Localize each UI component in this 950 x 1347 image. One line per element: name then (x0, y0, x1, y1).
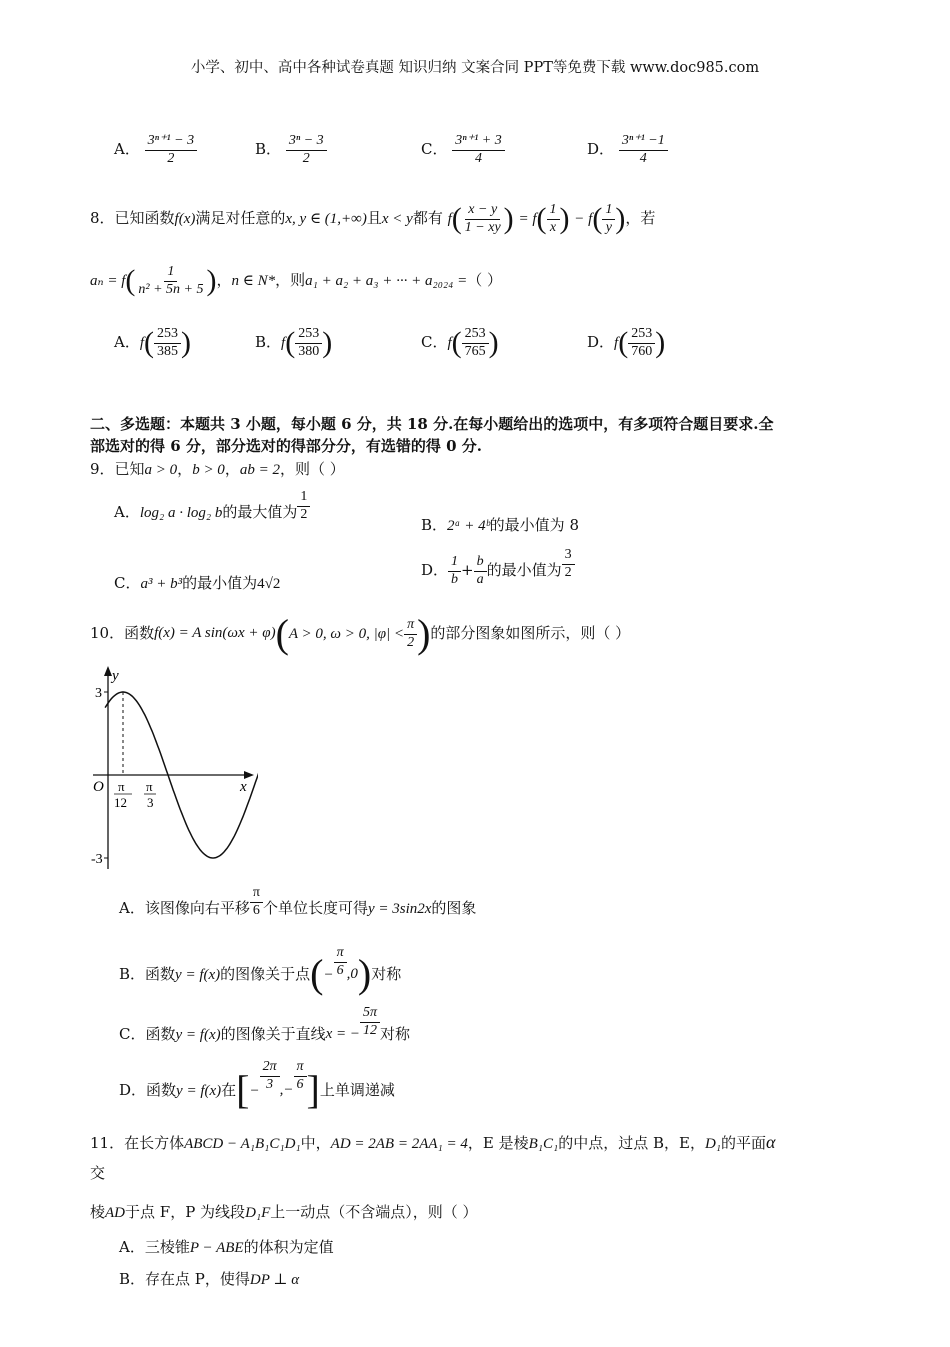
q8-stem-line2: aₙ = f( $\frac{1}{\text{n² + 5n + 5}}$ )，n ∈ N*，则a₁ + a₂ + a₃ + ··· + a₂₀₂₄ =（ ） (90, 263, 503, 297)
section2-heading-line1: 二、多选题：本题共 3 小题，每小题 6 分，共 18 分.在每小题给出的选项中，有多项符合题目要求.全 (90, 415, 774, 433)
section2-heading-line2: 部选对的得 6 分，部分选对的得部分分，有选错的得 0 分. (90, 437, 482, 455)
q8-option-d: D．f( $\frac{253}{760}$ ) (587, 325, 666, 359)
q7-option-a: A． $\frac{\text{3ⁿ⁺¹ − 3}}{2}$ (114, 134, 197, 166)
q7-c-fraction: $\frac{\text{3ⁿ⁺¹ + 3}}{4}$ (452, 134, 504, 166)
q9-option-a: A．log₂ a · log₂ b的最大值为 $\frac{1}{2}$ (114, 490, 310, 535)
q10-option-d: D．函数y = f(x)在[− $\frac{2\pi}{3}$ ,− $\frac{\pi}{6}$ ]上单调递减 (119, 1059, 395, 1112)
q10-option-c: C．函数y = f(x)的图像关于直线x = − $\frac{5\pi}{12}$ 对称 (119, 1005, 411, 1043)
page-header: 小学、初中、高中各种试卷真题 知识归纳 文案合同 PPT等免费下载 www.doc985.com (190, 60, 760, 76)
q10-option-a: A．该图像向右平移 $\frac{\pi}{6}$ 个单位长度可得y = 3sin2x的图象 (119, 885, 477, 918)
q11-stem-line1: 11．在长方体ABCD − A₁B₁C₁D₁中，AD = 2AB = 2AA₁ = 4，E 是棱B₁C₁的中点，过点 B，E，D₁的平面α (90, 1132, 776, 1152)
q10-stem: 10．函数f(x) = A sin(ωx + φ)(A > 0, ω > 0, |φ| < $\frac{\pi}{2}$ )的部分图象如图所示，则（ ） (90, 611, 631, 656)
q8-option-a: A．f( $\frac{253}{385}$ ) (114, 325, 192, 359)
q7-a-fraction: $\frac{\text{3ⁿ⁺¹ − 3}}{2}$ (145, 134, 197, 166)
q9-stem: 9．已知a > 0，b > 0，ab = 2，则（ ） (90, 460, 345, 478)
q10-option-b: B．函数y = f(x)的图像关于点(− $\frac{\pi}{6}$ ,0)对称 (119, 945, 402, 996)
y-max-label: 3 (95, 686, 102, 701)
y-axis-arrow (104, 666, 112, 676)
origin-label: O (93, 779, 104, 795)
q9-option-c: C．a³ + b³的最小值为4√2 (114, 574, 281, 592)
q7-option-c: C． $\frac{\text{3ⁿ⁺¹ + 3}}{4}$ (421, 134, 505, 166)
q9-option-b: B．2ᵃ + 4ᵇ的最小值为 8 (421, 516, 579, 534)
tick1-num: π (118, 779, 125, 794)
tick2-den: 3 (147, 795, 154, 810)
q11-stem-line1-end: 交 (90, 1164, 106, 1182)
q8-stem-line1: 8．已知函数f(x)满足对任意的x, y ∈ (1,+∞)且x < y都有 f( $\frac{x - y}{1 - xy}$ ) = f( $\frac{1}{x}$ ) − f( $\frac{1}{y}$ )，若 (90, 201, 656, 235)
q10-sine-graph (88, 664, 258, 874)
q9-option-d: D． $\frac{1}{b}$ + $\frac{b}{a}$ 的最小值为 $\frac{3}{2}$ (421, 548, 575, 592)
q11-option-b: B．存在点 P，使得DP ⊥ α (119, 1270, 300, 1288)
q8-option-b: B．f( $\frac{253}{380}$ ) (255, 325, 333, 359)
x-axis-label: x (240, 779, 247, 795)
y-min-label: -3 (91, 852, 103, 867)
q8-option-c: C．f( $\frac{253}{765}$ ) (421, 325, 499, 359)
q11-option-a: A．三棱锥P − ABE的体积为定值 (119, 1238, 334, 1256)
q11-stem-line2: 棱AD于点 F，P 为线段D₁F上一动点（不含端点），则（ ） (90, 1203, 478, 1221)
y-axis-label: y (112, 668, 119, 684)
q7-option-b: B． $\frac{\text{3ⁿ − 3}}{2}$ (255, 134, 327, 166)
q7-b-fraction: $\frac{\text{3ⁿ − 3}}{2}$ (286, 134, 327, 166)
tick2-num: π (146, 779, 153, 794)
tick1-den: 12 (114, 795, 127, 810)
x-axis-arrow (244, 771, 254, 779)
q7-option-d: D． $\frac{\text{3ⁿ⁺¹ −1}}{4}$ (587, 134, 668, 166)
q7-d-fraction: $\frac{\text{3ⁿ⁺¹ −1}}{4}$ (619, 134, 668, 166)
